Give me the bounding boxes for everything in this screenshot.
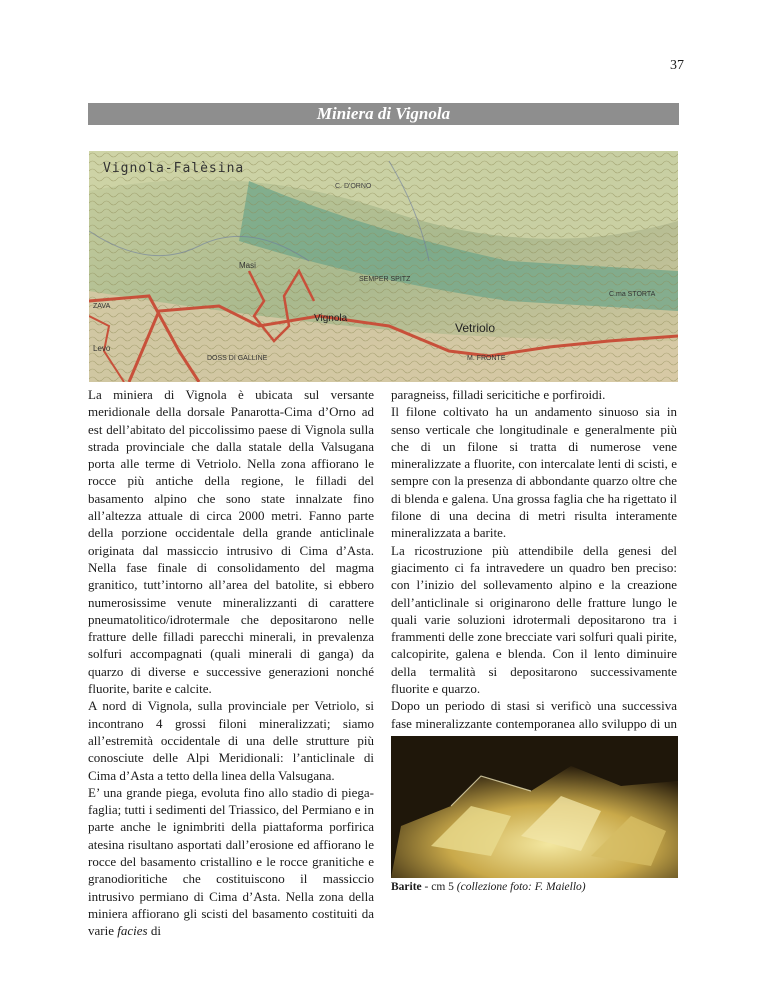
caption-credit: (collezione foto: F. Maiello) — [456, 881, 586, 893]
barite-photo — [391, 736, 678, 878]
paragraph: La miniera di Vignola è ubicata sul versante meridionale della dorsale Panarotta-Cima d’Orno ad est dell’abitato del piccolissimo paese di Vignola sulla strada provinciale che dalla statale della Valsugana porta alle terme di Vetriolo. Nella zona affiorano le rocce più antiche della regione, le filladi del basamento alpino che sono state innalzate fino all’altezza attuale di circa 2000 metri. Fanno parte della porzione occidentale della grande anticlinale originata dal massiccio intrusivo di Cima d’Asta. Nella fase finale di consolidamento del magma granitico, tutt’intorno all’area del batolite, si ebbero numerosissime venute mineralizzanti di carattere pneumatolitico/idrotermale che depositarono nelle fratture delle filladi parecchi minerali, in prevalenza solfuri accompagnati (quali minerali di ganga) da quarzo di diverse e successive generazioni nonché fluorite, barite e calcite. — [88, 387, 374, 697]
map-label-region: Vignola-Falèsina — [103, 161, 245, 176]
map-label-fronte: M. FRONTE — [467, 355, 506, 362]
map-label-storta: C.ma STORTA — [609, 291, 656, 298]
left-text-column — [88, 386, 374, 940]
photo-caption — [391, 881, 586, 893]
paragraph: Dopo un periodo di stasi si verificò una successiva fase mineralizzante contemporanea allo sviluppo di un — [391, 698, 677, 731]
map-label-dosso: DOSS DI GALLINE — [207, 355, 268, 362]
caption-size: - cm 5 — [421, 881, 457, 893]
map-label-masi: Masi — [239, 261, 256, 270]
topographic-map — [89, 151, 678, 382]
map-label-levo: Levo — [93, 344, 111, 353]
paragraph: A nord di Vignola, sulla provinciale per Vetriolo, si incontrano 4 grossi filoni mineralizzati; siamo all’estremità occidentale di una delle strutture più conosciute delle Alpi Meridionali: l’anticlinale di Cima d’Asta a tetto della linea della Valsugana. — [88, 698, 374, 783]
map-label-zava: ZAVA — [93, 303, 111, 310]
map-label-vignola: Vignola — [314, 313, 348, 324]
map-label-semper: SEMPER SPITZ — [359, 276, 411, 283]
right-text-column — [391, 386, 677, 767]
paragraph: La ricostruzione più attendibile della genesi del giacimento ci fa intravedere un quadro ben preciso: con l’inizio del sollevamento alpino e la creazione dell’anticlinale si originarono delle fratture lungo le quali varie soluzioni idrotermali depositarono tra i frammenti delle zone brecciate vari solfuri quali pirite, calcopirite, galena e blenda. Con il lento diminuire della termalità si depositarono successivamente fluorite e quarzo. — [391, 542, 677, 697]
caption-mineral: Barite — [391, 881, 422, 893]
paragraph: paragneiss, filladi sericitiche e porfiroidi. — [391, 387, 606, 402]
paragraph: Il filone coltivato ha un andamento sinuoso sia in senso verticale che longitudinale e generalmente più che di un filone si tratta di numerose vene mineralizzate a fluorite, con intercalate lenti di scisti, e sempre con la presenza di abbondante quarzo oltre che di blenda e galena. Una grossa faglia che ha rigettato il filone di una decina di metri risulta interamente mineralizzata a barite. — [391, 404, 677, 541]
map-label-vetriolo: Vetriolo — [455, 321, 496, 335]
paragraph: E’ una grande piega, evoluta fino allo stadio di piega-faglia; tutti i sedimenti del Triassico, del Permiano e in parte anche le ignimbriti della piattaforma porfirica atesina risultano asportati dall’erosione ed affiorano le rocce del basamento cristallino e le rocce granitiche e granodioritiche che costituiscono il massiccio intrusivo permiano di Cima d’Asta. Nella zona della miniera affiorano gli scisti del basamento costituiti da varie facies di — [88, 784, 374, 939]
map-label-orno: C. D'ORNO — [335, 183, 372, 190]
emphasis-facies: facies — [117, 923, 148, 939]
page-number: 37 — [670, 58, 684, 73]
section-title: Miniera di Vignola — [88, 103, 679, 125]
